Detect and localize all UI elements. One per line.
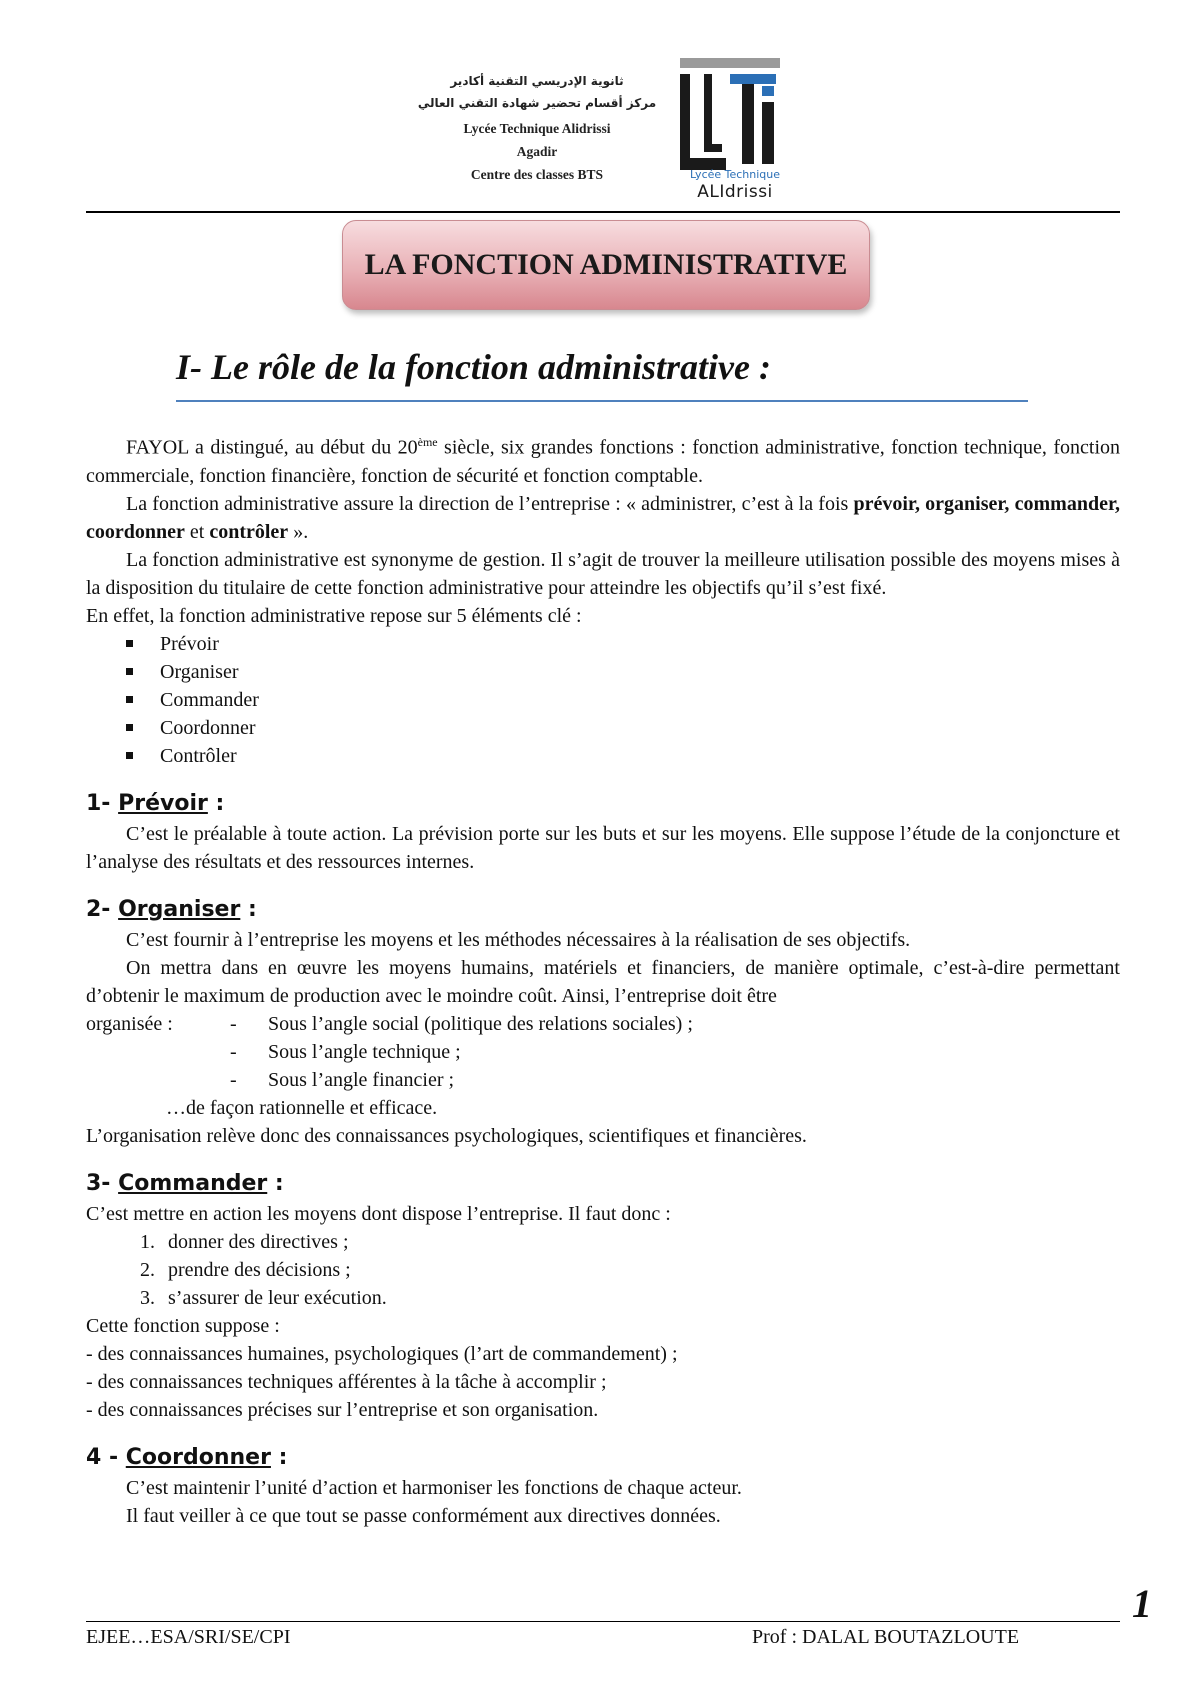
footer-author: Prof : DALAL BOUTAZLOUTE <box>752 1626 1020 1648</box>
intro-paragraph-2: La fonction administrative assure la direction de l’entreprise : « administrer, c’est à la fois prévoir, organiser, commander, coordonner et contrôler ». <box>86 492 1120 543</box>
school-header <box>392 70 682 183</box>
intro-paragraph-3: La fonction administrative est synonyme de gestion. Il s’agit de trouver la meilleure utilisation possible des moyens mises à la disposition du titulaire de cette fonction administrative pour atteindre les objectifs qu’il s’est fixé. <box>86 548 1120 599</box>
list-item: Organiser <box>160 658 1120 686</box>
logo-wordmark: ALIdrissi <box>697 182 773 202</box>
commander-need: - des connaissances précises sur l’entreprise et son organisation. <box>86 1398 599 1421</box>
centre-name-arabic: مركز أقسام تحضير شهادة التقني العالي <box>417 96 657 110</box>
footer-course-code: EJEE…ESA/SRI/SE/CPI <box>86 1626 291 1648</box>
list-item: 3. s’assurer de leur exécution. <box>160 1284 1120 1312</box>
school-centre: Centre des classes BTS <box>470 167 604 182</box>
footer-divider <box>86 1621 1120 1622</box>
page-number: 1 <box>1132 1581 1152 1626</box>
organiser-conclusion: L’organisation relève donc des connaissances psychologiques, scientifiques et financières. <box>86 1124 807 1147</box>
subheading-organiser: 2- Organiser : <box>86 896 257 922</box>
list-item: 1. donner des directives ; <box>160 1228 1120 1256</box>
organiser-angles-list <box>86 1010 1120 1094</box>
document-title: LA FONCTION ADMINISTRATIVE <box>342 220 870 310</box>
header-divider <box>86 211 1120 213</box>
organiser-paragraph-1: C’est fournir à l’entreprise les moyens et les méthodes nécessaires à la réalisation de ses objectifs. <box>126 928 911 951</box>
list-item: Commander <box>160 686 1120 714</box>
coordonner-paragraph-2: Il faut veiller à ce que tout se passe conformément aux directives données. <box>126 1504 721 1527</box>
logo-caption: Lycée Technique <box>689 168 781 181</box>
subheading-commander: 3- Commander : <box>86 1170 284 1196</box>
commander-paragraph-2: Cette fonction suppose : <box>86 1314 280 1337</box>
section-heading-underline <box>176 400 1028 402</box>
list-item: 2. prendre des décisions ; <box>160 1256 1120 1284</box>
subheading-prevoir: 1- Prévoir : <box>86 790 225 816</box>
school-name: Lycée Technique Alidrissi <box>463 121 611 136</box>
school-city: Agadir <box>516 144 558 159</box>
intro-paragraph-4: En effet, la fonction administrative repose sur 5 éléments clé : <box>86 604 582 627</box>
list-item: Coordonner <box>160 714 1120 742</box>
commander-paragraph-1: C’est mettre en action les moyens dont dispose l’entreprise. Il faut donc : <box>86 1202 671 1225</box>
coordonner-paragraph-1: C’est maintenir l’unité d’action et harmoniser les fonctions de chaque acteur. <box>126 1476 742 1499</box>
organiser-paragraph-2: On mettra dans en œuvre les moyens humains, matériels et financiers, de manière optimale, c’est-à-dire permettant d’obtenir le maximum de production avec le moindre coût. Ainsi, l’entreprise doit être <box>86 956 1120 1007</box>
list-item: organisée : - Sous l’angle social (politique des relations sociales) ; <box>86 1012 693 1035</box>
prevoir-paragraph: C’est le préalable à toute action. La prévision porte sur les buts et sur les moyens. Elle suppose l’étude de la conjoncture et l’analyse des résultats et des ressources internes. <box>86 822 1120 873</box>
commander-need: - des connaissances techniques afférentes à la tâche à accomplir ; <box>86 1370 607 1393</box>
list-item: Prévoir <box>160 630 1120 658</box>
document-body <box>86 428 1120 1530</box>
section-heading: I- Le rôle de la fonction administrative : <box>176 347 771 387</box>
key-elements-list <box>86 630 1120 770</box>
subheading-coordonner: 4 - Coordonner : <box>86 1444 288 1470</box>
intro-paragraph-1: FAYOL a distingué, au début du 20ème siècle, six grandes fonctions : fonction administrative, fonction technique, fonction commerciale, fonction financière, fonction de sécurité et fonction comptable. <box>86 435 1120 487</box>
list-item: - Sous l’angle technique ; <box>230 1040 461 1063</box>
organiser-etc: …de façon rationnelle et efficace. <box>166 1096 438 1119</box>
list-item: - Sous l’angle financier ; <box>230 1068 455 1091</box>
school-name-arabic: ثانوية الإدريسي التقنية أكادير <box>450 74 624 88</box>
commander-steps-list <box>86 1228 1120 1312</box>
list-item: Contrôler <box>160 742 1120 770</box>
commander-need: - des connaissances humaines, psychologiques (l’art de commandement) ; <box>86 1342 678 1365</box>
